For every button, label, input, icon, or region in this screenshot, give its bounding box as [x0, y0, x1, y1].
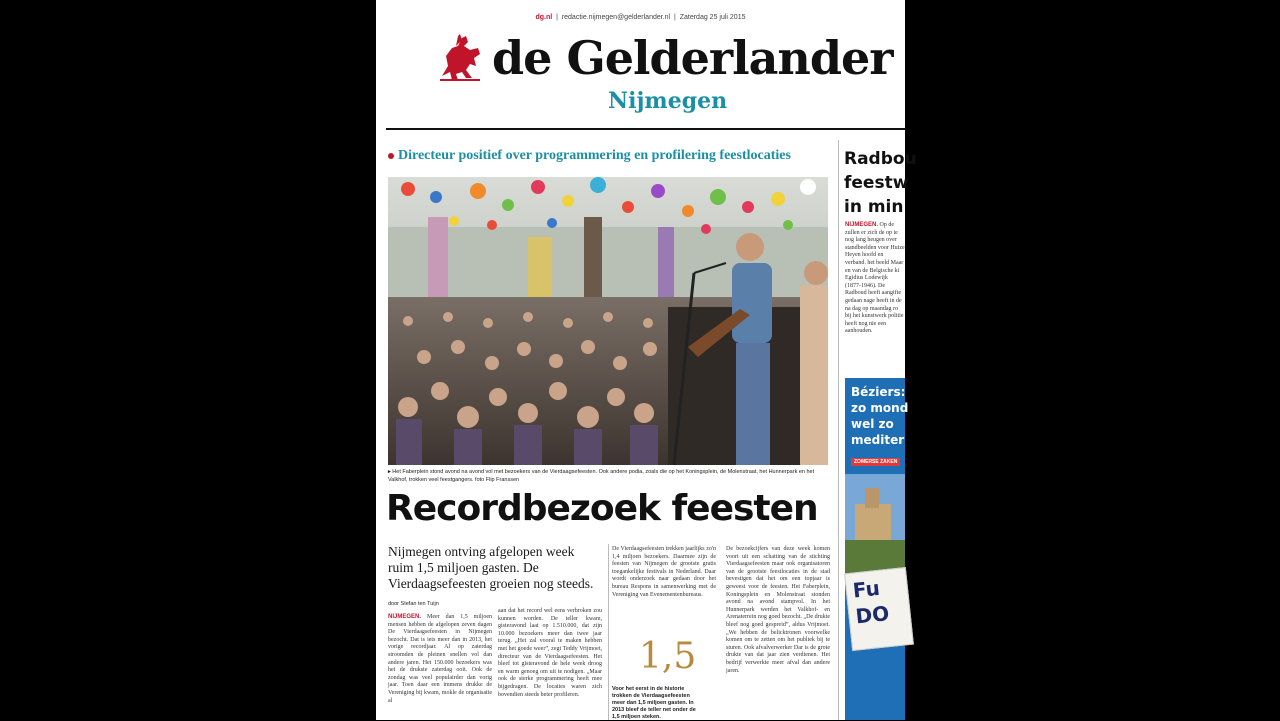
sign-text	[852, 574, 891, 629]
column-1-text: Meer dan 1,5 miljoen mensen hebben de afgelopen zeven dagen De Vierdaagsefeesten in Nijmegen bezocht. Dat is iets meer dan in 2013, het vorige recordjaar. Al op zaterdag stroomden de pleinen snellen vol dan andere jaren. Het 150.000 bezoekers was het de drukste zaterdag ooit. Ook de zondag was veel populairder dan vorig jaar. Toen daar een immens drukke de Vereniging bij kwam, mokle de organisatie al	[388, 614, 493, 704]
photo-credit: foto Flip Franssen	[475, 477, 520, 483]
column-3-text: De Vierdaagsefeesten trekken jaarlijks zo'n 1,4 miljoen bezoekers. Daarmee zijn de feesten van Nijmegen de grootste gratis toegankelijke festivals in Nederland. Daar wordt onderzoek naar gedaan door het bureau Respons in samenwerking met de Vereniging van Evenementenbureaus.	[612, 546, 716, 598]
sidebar-headline-line: in min	[844, 197, 904, 217]
newspaper-page	[376, 0, 917, 720]
column-2-text: aan dat het record wel eens verbroken zou kunnen worden. De teller kwam, gisteravond laat op 1.510.000, dat zijn 10.000 bezoekers meer dan twee jaar terug. „Het zal vooral te maken hebben met het goede weer”, zegt Teddy Vrijmoet, directeur van de Vierdaagsefeesten. Het bleef tot gisteravond de hele week droog en warm genoeg om uit te nodigen. „Maar ook de sterke programmering heeft mee bijgedragen. De locaties waren zich bovendien steeds beter profileren.	[498, 608, 602, 698]
top-info-line: dg.nl | redactie.nijmegen@gelderlander.nl | Zaterdag 25 juli 2015	[535, 14, 746, 21]
article-column-3	[612, 546, 716, 630]
bullet-icon	[388, 153, 394, 159]
sign-line: DO	[854, 601, 891, 629]
ad-title-line: mediter	[851, 433, 905, 447]
issue-date: Zaterdag 25 juli 2015	[679, 14, 746, 21]
big-number: 1,5	[639, 636, 697, 677]
sidebar-headline-line: feestw	[844, 173, 909, 193]
masthead	[436, 30, 893, 86]
ad-title-line: zo mond	[851, 401, 909, 415]
big-number-caption: Voor het eerst in de historie trokken de Vierdaagsefeesten meer dan 1,5 miljoen gasten. In 2013 bleef de teller net onder de 1,5 miljoen steken.	[612, 686, 696, 720]
travel-advertisement[interactable]	[845, 378, 909, 720]
article-column-1	[388, 614, 492, 720]
ad-title-line: Béziers:	[851, 385, 906, 399]
article-kicker	[388, 148, 791, 164]
dateline: NIJMEGEN.	[388, 614, 422, 620]
horse-rider-logo-icon	[436, 32, 484, 84]
sidebar-dateline: NIJMEGEN.	[845, 222, 879, 228]
sidebar-headline-line: Radbou	[844, 149, 917, 169]
sign-line: Fu	[851, 575, 881, 603]
article-column-4	[726, 546, 830, 720]
concert-photo-illustration	[388, 177, 828, 465]
sidebar-divider	[838, 140, 839, 720]
concert-photo	[388, 177, 828, 465]
column-divider	[608, 544, 609, 720]
photo-caption: ▸ Het Faberplein stond avond na avond vol met bezoekers van de Vierdaagsefeesten. Ook andere podia, zoals die op het Koningsplein, de Molenstraat, het Hunnerpark en het Valkhof, trokken veel feestgangers. foto Flip Franssen	[388, 469, 815, 483]
column-4-text: De bezoekcijfers van deze week komen voort uit een schatting van de stichting Vierdaagsefeesten maar ook organisatoren van de grootste feestlocaties in de stad bevestigen dat het om een topjaar is geweest voor de feesten. Het Faberplein, Koningsplein en Molenstraat stonden avond na avond stampvol. In het Hunnerpark werden het Valkhof- en Arenaterrein nog goed bezocht. „De drukte bleef nog goed gespreid”, aldus Vrijmoet. „We hebben de belicktronen voorwelke komen om te zetten om het publiek bij te sturen. Ook afvalverwerker Dar is de grote drukte van dat jaar zien verdienen. Het bedrijf verwerkte meer afval dan andere jaren.	[726, 546, 830, 674]
newspaper-name: de Gelderlander	[492, 31, 893, 85]
article-column-2	[498, 608, 602, 720]
byline: door Stefan ten Tuijn	[388, 601, 439, 607]
sidebar-text: Op de zullen er zich de op ie nog lang heugen over standbeelden voor Huize Heyen hoofd en verband. het beeld Maar en van de Belgische ki Egidius Lodewijk (1877-1946). De Radboud heeft aangifte gedaan nage heeft in de na dag op maandag ro bij het kunstwerk politie heeft nog nie een aanhouden.	[845, 222, 905, 335]
main-headline: Recordbezoek feesten	[386, 488, 818, 529]
edition-name: Nijmegen	[608, 88, 728, 114]
protest-sign	[844, 567, 914, 651]
ad-title-line: wel zo	[851, 417, 894, 431]
article-lede: Nijmegen ontving afgelopen week ruim 1,5 miljoen gasten. De Vierdaagsefeesten groeien nog steeds.	[388, 544, 594, 591]
kicker-text: Directeur positief over programmering en profilering feestlocaties	[398, 148, 791, 163]
ad-badge: ZOMERSE ZAKEN	[851, 458, 900, 466]
masthead-rule	[386, 128, 905, 130]
caption-text: Het Faberplein stond avond na avond vol met bezoekers van de Vierdaagsefeesten. Ook andere podia, zoals die op het Koningsplein, de Molenstraat, het Hunnerpark en het Valkhof, trokken veel feestgangers.	[388, 469, 815, 483]
sidebar-article	[845, 222, 905, 357]
ad-title	[851, 384, 908, 448]
sidebar-headline	[844, 147, 917, 219]
editorial-email[interactable]: redactie.nijmegen@gelderlander.nl	[561, 14, 671, 21]
site-url[interactable]: dg.nl	[535, 14, 553, 21]
